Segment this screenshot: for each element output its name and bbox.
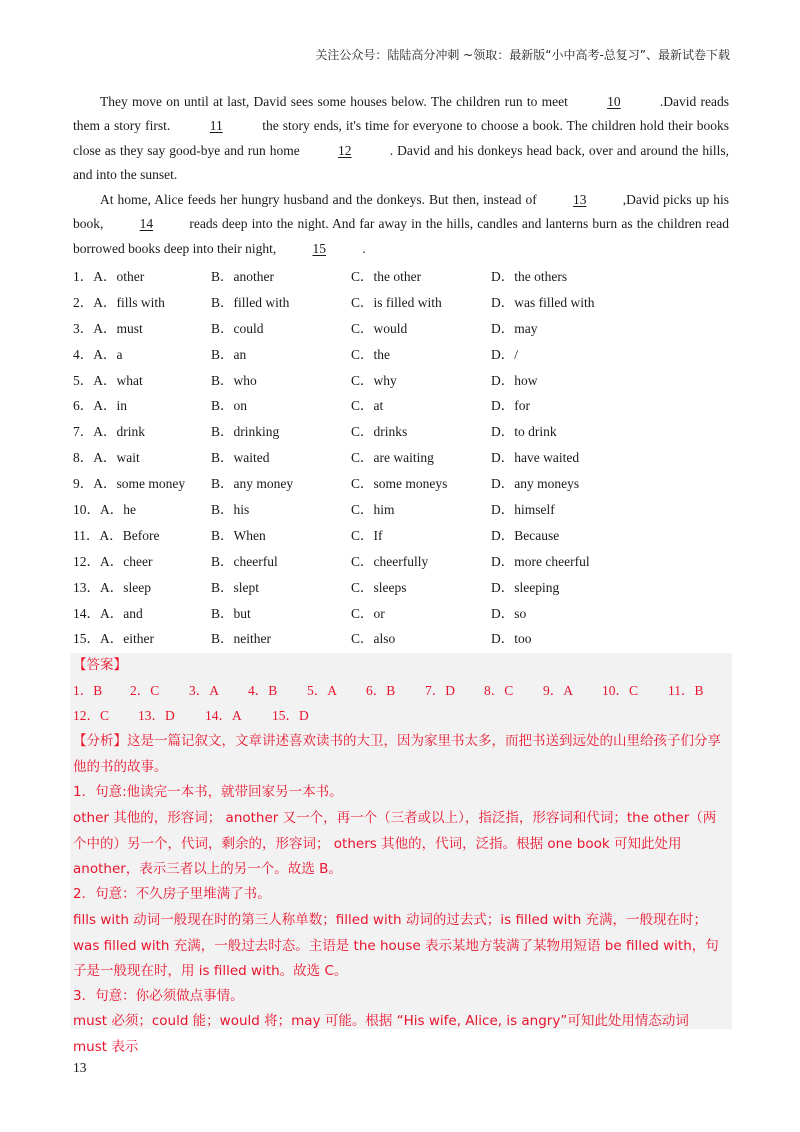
answer-key: 13．D	[138, 708, 175, 723]
page-number: 13	[73, 1060, 87, 1075]
answer-key: 14．A	[205, 708, 242, 723]
answer-key: 3．A	[189, 683, 219, 698]
option-row: 6．A．in B．on C．at D．for	[73, 398, 530, 414]
option-row: 5．A．what B．who C．why D．how	[73, 372, 538, 388]
answer-section	[70, 653, 732, 1055]
blank-10: 10	[607, 94, 621, 109]
option-row: 4．A．a B．an C．the D．/	[73, 346, 518, 362]
q1-explanation: other 其他的，形容词； another 又一个，再一个（三者或以上），指泛指，形容词和代词；the other（两个中的）另一个，代词，剩余的，形容词； others 其他的，代词，泛指。根据 one book 可知此处用 another，表示三者以上的另一个。故选 B。	[73, 810, 717, 877]
blank-15: 15	[312, 240, 326, 256]
answer-key: 2．C	[130, 683, 160, 698]
answer-key: 6．B	[366, 683, 396, 698]
answer-label: 【答案】	[73, 657, 127, 673]
options-list	[73, 264, 733, 652]
q2-meaning: 2．句意：不久房子里堆满了书。	[73, 886, 271, 902]
analysis-text: 【分析】这是一篇记叙文，文章讲述喜欢读书的大卫，因为家里书太多，而把书送到远处的山里给孩子们分享他的书的故事。	[73, 733, 721, 775]
answer-key: 7．D	[425, 683, 455, 698]
option-row: 14．A．and B．but C．or D．so	[73, 605, 527, 621]
blank-11: 11	[209, 118, 223, 134]
answer-keys-row-1	[73, 678, 723, 703]
option-row: 1．A．other B．another C．the other D．the others	[73, 269, 568, 284]
option-row: 13．A．sleep B．slept C．sleeps D．sleeping	[73, 579, 560, 595]
option-row: 3．A．must B．could C．would D．may	[73, 320, 538, 336]
answer-key: 15．D	[272, 708, 309, 723]
answer-key: 10．C	[602, 683, 639, 698]
q1-meaning: 1．句意:他读完一本书，就带回家另一本书。	[73, 784, 343, 800]
answer-key: 1．B	[73, 683, 103, 698]
answer-key: 4．B	[248, 683, 278, 698]
option-row: 10．A．he B．his C．him D．himself	[73, 502, 555, 518]
answer-key: 8．C	[484, 683, 514, 698]
option-row: 8．A．wait B．waited C．are waiting D．have waited	[73, 450, 580, 466]
answer-key: 5．A	[307, 683, 337, 698]
option-row: 2．A．fills with B．filled with C．is filled with D．was filled with	[73, 294, 595, 310]
q3-explanation: must 必须；could 能；would 将；may 可能。根据 “His wife, Alice, is angry”可知此处用情态动词 must 表示	[73, 1013, 689, 1055]
answer-key: 12．C	[73, 708, 110, 723]
blank-14: 14	[139, 216, 154, 232]
answer-key: 9．A	[543, 683, 573, 698]
answer-keys-row-2	[73, 703, 723, 728]
q3-meaning: 3．句意：你必须做点事情。	[73, 988, 244, 1004]
option-row: 11．A．Before B．When C．If D．Because	[73, 527, 560, 543]
answer-key: 11．B	[668, 683, 704, 698]
blank-12: 12	[338, 142, 352, 158]
option-row: 15．A．either B．neither C．also D．too	[73, 631, 532, 647]
option-row: 12．A．cheer B．cheerful C．cheerfully D．more cheerful	[73, 553, 590, 569]
passage-paragraph-1: They move on until at last, David sees some houses below. The children run to meet 10 .David reads them a story first. 11 the story ends, it's time for everyone to choose a book. The children hold their books close as they say good-bye and run home 12 . David and his donkeys head back, over and around the hills, and into the sunset.	[73, 90, 729, 188]
option-row: 7．A．drink B．drinking C．drinks D．to drink	[73, 424, 557, 440]
option-row: 9．A．some money B．any money C．some moneys D．any moneys	[73, 476, 580, 492]
passage-paragraph-2: At home, Alice feeds her hungry husband and the donkeys. But then, instead of 13 ,David picks up his book, 14 reads deep into the night. And far away in the hills, candles and lanterns burn as the children read borrowed books deep into their night, 15 .	[73, 188, 729, 261]
blank-13: 13	[573, 192, 587, 207]
page-header: 关注公众号：陆陆高分冲刺 ~领取：最新版“小中高考-总复习”、最新试卷下载	[315, 48, 730, 62]
q2-explanation: fills with 动词一般现在时的第三人称单数；filled with 动词的过去式；is filled with 充满，一般现在时；was filled with 充满，一般过去时态。主语是 the house 表示某地方装满了某物用短语 be filled with，句子是一般现在时，用 is filled with。故选 C。	[73, 912, 719, 979]
